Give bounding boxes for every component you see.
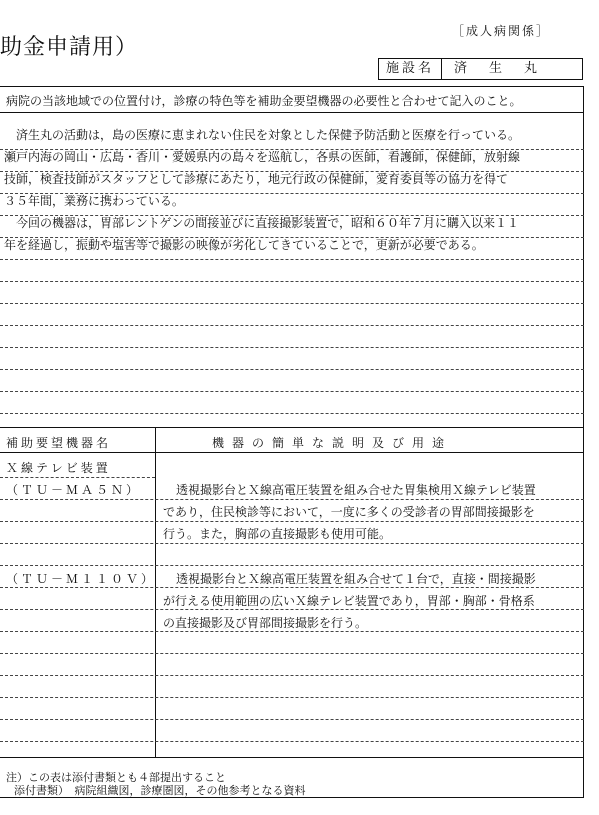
page-title: 助金申請用）: [0, 35, 139, 60]
instruction-text: 病院の当該地域での位置付け，診療の特色等を補助金要望機器の必要性と合わせて記入のこと。: [6, 94, 522, 108]
ruled-line: [0, 325, 584, 326]
table-ruled-line: [0, 719, 584, 720]
ruled-line: [0, 303, 584, 304]
table-ruled-line: [0, 565, 584, 566]
ruled-line: [0, 413, 584, 414]
equipment-name: Ｘ線テレビ装置: [6, 461, 111, 475]
table-top-border: [0, 427, 584, 428]
table-ruled-line: [0, 675, 584, 676]
table-header-description: 機器の簡単な説明及び用途: [212, 436, 453, 450]
description-line: の直接撮影及び胃部間接撮影を行う。: [163, 616, 368, 630]
ruled-line: [0, 259, 584, 260]
paragraph-line: 瀬戸内海の岡山・広島・香川・愛媛県内の島々を巡航し，各県の医師，看護師，保健師，放射線: [4, 150, 521, 164]
table-header-border: [0, 452, 584, 453]
ruled-line: [0, 281, 584, 282]
note-line: 注）この表は添付書類とも４部提出すること: [6, 771, 226, 784]
attachments-note: 添付書類） 病院組織図，診療圏図，その他参考となる資料: [14, 784, 306, 797]
table-ruled-line: [0, 697, 584, 698]
table-bottom-border: [0, 757, 584, 758]
description-line: であり，住民検診等において，一度に多くの受診者の胃部間接撮影を: [163, 505, 535, 519]
facility-value: 済生丸: [454, 61, 560, 76]
table-header-equipment: 補助要望機器名: [6, 436, 112, 450]
category-label: ［成人病関係］: [452, 24, 551, 38]
ruled-line: [0, 391, 584, 392]
paragraph-line: 技師，検査技師がスタッフとして診療にあたり，地元行政の保健師，愛育委員等の協力を得て: [4, 172, 509, 186]
description-line: 行う。また，胸部の直接撮影も使用可能。: [163, 527, 392, 541]
table-column-divider: [155, 427, 156, 757]
description-line: 透視撮影台とＸ線高電圧装置を組み合せて１台で，直接・間接撮影: [176, 572, 536, 586]
facility-label: 施設名: [379, 59, 442, 79]
description-line: 透視撮影台とＸ線高電圧装置を組み合せた胃集検用Ｘ線テレビ装置: [176, 483, 536, 497]
paragraph-line: 済生丸の活動は，島の医療に恵まれない住民を対象とした保健予防活動と医療を行っている。: [4, 128, 521, 142]
equipment-model: （ＴＵ－ＭＡ５Ｎ）: [6, 483, 142, 497]
paragraph-line: 今回の機器は，胃部レントゲンの間接並びに直接撮影装置で，昭和６０年７月に購入以来１１: [4, 216, 519, 230]
paragraph-line: ３５年間，業務に携わっている。: [4, 194, 184, 208]
ruled-line: [0, 369, 584, 370]
ruled-line: [0, 347, 584, 348]
description-line: が行える使用範囲の広いＸ線テレビ装置であり，胃部・胸部・骨格系: [163, 594, 535, 608]
equipment-model: （ＴＵ－Ｍ１１０Ｖ）: [6, 572, 157, 586]
facility-box: [378, 58, 583, 80]
instruction-divider: [0, 112, 584, 113]
paragraph-line: 年を経過し，振動や塩害等で撮影の映像が劣化してきていることで，更新が必要である。: [4, 238, 484, 252]
table-ruled-line: [0, 653, 584, 654]
table-ruled-line: [0, 741, 584, 742]
